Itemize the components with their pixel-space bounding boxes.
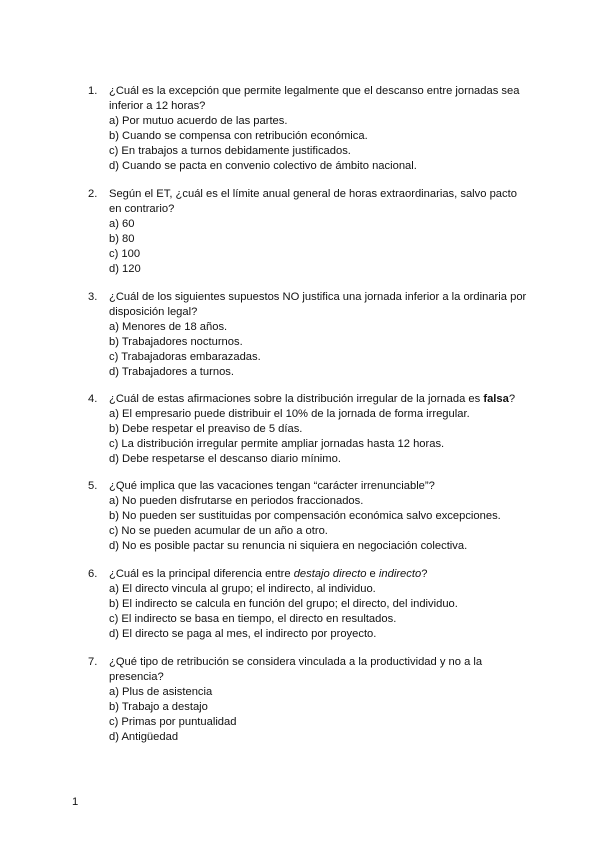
option-d: d) El directo se paga al mes, el indirecto por proyecto.	[109, 628, 377, 640]
option-b: b) Trabajo a destajo	[109, 701, 208, 713]
option-a: a) No pueden disfrutarse en periodos fraccionados.	[109, 495, 364, 507]
question-number: 4.	[88, 393, 98, 405]
option-c: c) En trabajos a turnos debidamente justificados.	[109, 145, 351, 157]
option-d: d) Antigüedad	[109, 731, 179, 743]
option-a: a) Menores de 18 años.	[109, 321, 228, 333]
question-text: Según el ET, ¿cuál es el límite anual general de horas extraordinarias, salvo pacto en contrario?	[109, 188, 517, 215]
option-c: c) 100	[109, 248, 141, 260]
options-list	[109, 320, 261, 380]
question-text: ¿Qué implica que las vacaciones tengan “carácter irrenunciable”?	[109, 480, 435, 492]
option-a: a) El empresario puede distribuir el 10% de la jornada de forma irregular.	[109, 408, 470, 420]
option-c: c) Primas por puntualidad	[109, 716, 237, 728]
page-number: 1	[72, 796, 79, 808]
question-number: 7.	[88, 656, 98, 668]
option-d: d) 120	[109, 263, 141, 275]
option-d: d) Debe respetarse el descanso diario mínimo.	[109, 453, 341, 465]
option-b: b) El indirecto se calcula en función del grupo; el directo, del individuo.	[109, 598, 458, 610]
option-b: b) Debe respetar el preaviso de 5 días.	[109, 423, 303, 435]
bold-emphasis: falsa	[483, 393, 509, 405]
option-d: d) Trabajadores a turnos.	[109, 366, 234, 378]
options-list	[109, 582, 458, 642]
option-a: a) Por mutuo acuerdo de las partes.	[109, 115, 288, 127]
question-text: ¿Cuál es la principal diferencia entre destajo directo e indirecto?	[109, 568, 428, 580]
question-number: 5.	[88, 480, 98, 492]
option-b: b) 80	[109, 233, 135, 245]
question-text: ¿Cuál de los siguientes supuestos NO justifica una jornada inferior a la ordinaria por disposición legal?	[109, 291, 527, 318]
option-d: d) No es posible pactar su renuncia ni siquiera en negociación colectiva.	[109, 540, 468, 552]
option-a: a) El directo vincula al grupo; el indirecto, al individuo.	[109, 583, 376, 595]
question-number: 3.	[88, 291, 98, 303]
options-list	[109, 407, 470, 467]
option-d: d) Cuando se pacta en convenio colectivo de ámbito nacional.	[109, 160, 417, 172]
option-a: a) Plus de asistencia	[109, 686, 213, 698]
question-number: 2.	[88, 188, 98, 200]
question-text: ¿Cuál de estas afirmaciones sobre la distribución irregular de la jornada es falsa?	[109, 393, 516, 405]
question-text: ¿Cuál es la excepción que permite legalmente que el descanso entre jornadas sea inferior a 12 horas?	[109, 85, 520, 112]
option-b: b) Trabajadores nocturnos.	[109, 336, 243, 348]
question-number: 6.	[88, 568, 98, 580]
question-number: 1.	[88, 85, 98, 97]
option-c: c) Trabajadoras embarazadas.	[109, 351, 261, 363]
option-c: c) No se pueden acumular de un año a otro.	[109, 525, 328, 537]
option-c: c) La distribución irregular permite ampliar jornadas hasta 12 horas.	[109, 438, 445, 450]
option-c: c) El indirecto se basa en tiempo, el directo en resultados.	[109, 613, 397, 625]
options-list	[109, 685, 236, 745]
option-b: b) Cuando se compensa con retribución económica.	[109, 130, 368, 142]
italic-term: indirecto	[378, 568, 422, 580]
options-list	[109, 114, 417, 174]
italic-term: destajo directo	[293, 568, 367, 580]
question-text: ¿Qué tipo de retribución se considera vinculada a la productividad y no a la presencia?	[109, 656, 483, 683]
options-list	[109, 217, 141, 277]
option-a: a) 60	[109, 218, 135, 230]
options-list	[109, 494, 501, 554]
option-b: b) No pueden ser sustituidas por compensación económica salvo excepciones.	[109, 510, 501, 522]
